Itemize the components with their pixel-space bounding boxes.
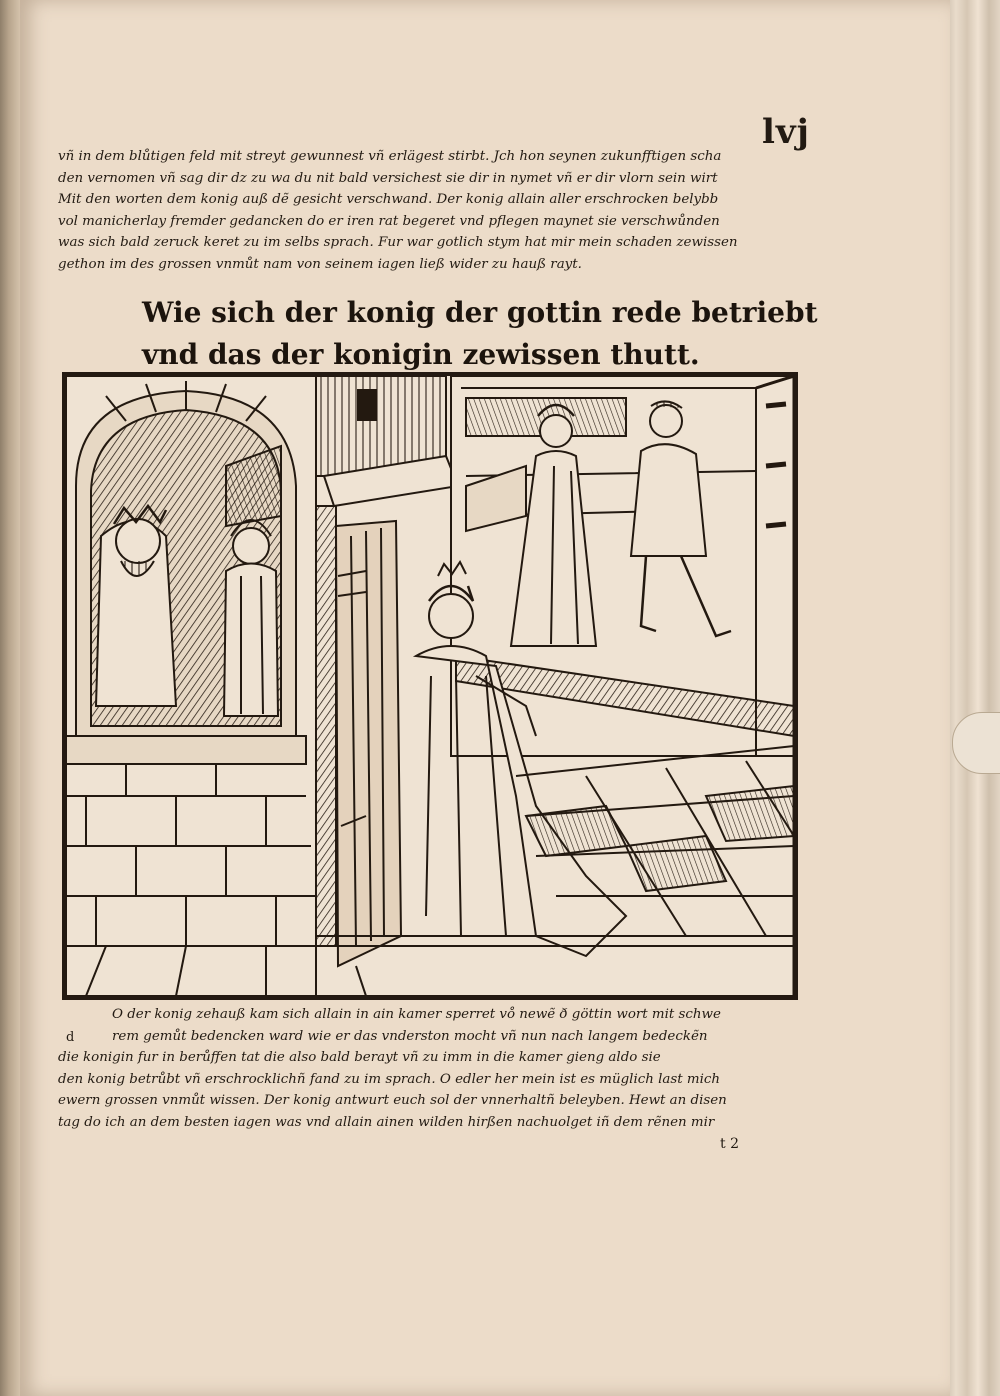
- text-line: rem gemůt bedencken ward wie er das vnderston mocht vñ nun nach langem bedeckẽn: [112, 1028, 708, 1044]
- text-line: vol manicherlay fremder gedancken do er iren rat begeret vnd pflegen maynet sie verschwůnden: [58, 213, 720, 229]
- text-line: gethon im des grossen vnmůt nam von seinem iagen ließ wider zu hauß rayt.: [58, 256, 582, 272]
- book-page: [20, 0, 950, 1396]
- text-line: den vernomen vñ sag dir dz zu wa du nit bald versichest sie dir in nymet vñ er dir vlorn sein wirt: [58, 170, 718, 186]
- page-stack-edge: [945, 0, 1000, 1396]
- text-line: ewern grossen vnmůt wissen. Der konig antwurt euch sol der vnnerhaltñ beleyben. Hewt an disen: [58, 1093, 727, 1108]
- signature-mark: t 2: [720, 1136, 739, 1152]
- text-line: tag do ich an dem besten iagen was vnd allain ainen wilden hirßen nachuolget iñ dem rẽnen mir: [58, 1114, 715, 1130]
- text-line: den konig betrůbt vñ erschrocklichñ fand zu im sprach. O edler her mein ist es müglich last mich: [58, 1071, 720, 1087]
- book-binding-edge: [0, 0, 22, 1396]
- text-line: was sich bald zeruck keret zu im selbs sprach. Fur war gotlich stym hat mir mein schaden zewissen: [58, 235, 738, 250]
- text-line: vñ in dem blůtigen feld mit streyt gewunnest vñ erlägest stirbt. Jch hon seynen zukunfftigen scha: [58, 149, 722, 164]
- top-paragraph: [58, 146, 804, 275]
- heading-line: vnd das der konigin zewissen thutt.: [142, 338, 700, 371]
- bottom-paragraph: [58, 1004, 804, 1133]
- woodcut-illustration: [62, 372, 798, 1000]
- folio-number: lvj: [762, 112, 810, 152]
- woodcut-drawing: [66, 376, 794, 996]
- text-line: O der konig zehauß kam sich allain in ain kamer sperret vo̊ newẽ ð göttin wort mit schwe: [112, 1007, 721, 1022]
- chapter-heading: [142, 292, 818, 376]
- text-line: Mit den worten dem konig auß dẽ gesicht verschwand. Der konig allain aller erschrocken belybb: [58, 192, 719, 207]
- text-line: die konigin fur in berůffen tat die also bald berayt vñ zu imm in die kamer gieng aldo sie: [58, 1050, 661, 1065]
- heading-line: Wie sich der konig der gottin rede betriebt: [142, 296, 818, 329]
- marginal-letter: d: [66, 1030, 75, 1045]
